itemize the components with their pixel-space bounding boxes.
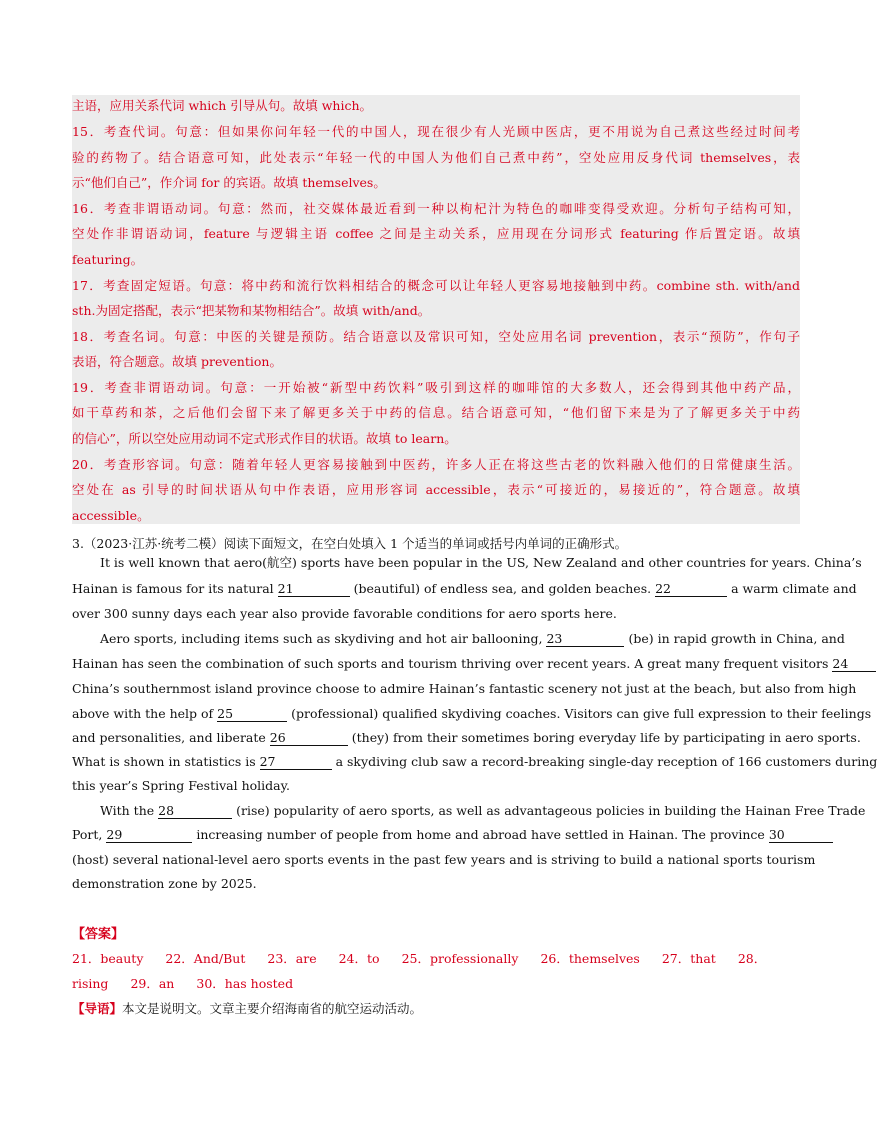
passage-text: It is well known that aero(航空) sports have been popular in the US, New Zealand and other countries for years. China’s (100, 555, 862, 570)
passage-text: and personalities, and liberate (72, 730, 266, 745)
explanation-line: 19．考查非谓语动词。句意：一开始被“新型中药饮料”吸引到这样的咖啡馆的大多数人，还会得到其他中药产品， (72, 380, 800, 395)
answer-key-item: 29．an (130, 976, 175, 991)
answer-key-item: rising (72, 976, 109, 991)
blank-24[interactable]: 24 (832, 657, 876, 672)
passage-text: a skydiving club saw a record-breaking single-day reception of 166 customers during (335, 754, 877, 769)
answer-key-item: 26．themselves (540, 951, 640, 966)
passage-text: What is shown in statistics is (72, 754, 256, 769)
answer-key-row (72, 949, 800, 967)
answer-key-item: 24．to (338, 951, 380, 966)
explanation-line: 示“他们自己”，作介词 for 的宾语。故填 themselves。 (72, 175, 386, 190)
passage-text: (host) several national-level aero sports events in the past few years and is striving to build a national sports tourism (72, 852, 816, 867)
passage-line (72, 606, 800, 622)
explanation-line: 验的药物了。结合语意可知，此处表示“年轻一代的中国人为他们自己煮中药”，空处应用反身代词 themselves，表 (72, 150, 800, 165)
explanation-line: 18．考查名词。句意：中医的关键是预防。结合语意以及常识可知，空处应用名词 prevention，表示“预防”，作句子 (72, 329, 800, 344)
explanation-line: 表语，符合题意。故填 prevention。 (72, 354, 282, 369)
answer-key-item: 22．And/But (165, 951, 246, 966)
blank-30[interactable]: 30 (769, 828, 833, 843)
passage-text: above with the help of (72, 706, 214, 721)
answer-key-item: 23．are (267, 951, 317, 966)
blank-25[interactable]: 25 (217, 707, 287, 722)
explanation-line: 16．考查非谓语动词。句意：然而，社交媒体最近看到一种以枸杞汁为特色的咖啡变得受欢迎。分析句子结构可知， (72, 201, 800, 216)
blank-23[interactable]: 23 (546, 632, 624, 647)
explanation-line: 主语，应用关系代词 which 引导从句。故填 which。 (72, 98, 373, 113)
answer-key-item: 28． (737, 951, 767, 966)
passage-text: Hainan has seen the combination of such sports and tourism thriving over recent years. A great many frequent visitors (72, 656, 829, 671)
blank-22[interactable]: 22 (655, 582, 727, 597)
passage-text: this year’s Spring Festival holiday. (72, 778, 290, 793)
passage-line (72, 876, 800, 892)
explanation-line: 15．考查代词。句意：但如果你问年轻一代的中国人，现在很少有人光顾中医店，更不用说为自己煮这些经过时间考 (72, 124, 800, 139)
passage-line (72, 754, 877, 770)
passage-text: a warm climate and (731, 581, 857, 596)
guide-tag: 【导语】 (72, 1001, 123, 1016)
explanation-line: featuring。 (72, 252, 144, 267)
passage-line (72, 555, 862, 571)
explanation-line: 如干草药和茶，之后他们会留下来了解更多关于中药的信息。结合语意可知，“他们留下来是为了了解更多关于中药 (72, 405, 800, 420)
explanation-line: 空处作非谓语动词，feature 与逻辑主语 coffee 之间是主动关系，应用现在分词形式 featuring 作后置定语。故填 (72, 226, 800, 241)
passage-text: (professional) qualified skydiving coaches. Visitors can give full expression to their feelings (291, 706, 872, 721)
passage-line (72, 827, 800, 843)
passage-text: Aero sports, including items such as skydiving and hot air ballooning, (100, 631, 543, 646)
explanation-line: 17．考查固定短语。句意：将中药和流行饮料相结合的概念可以让年轻人更容易地接触到中药。combine sth. with/and (72, 278, 800, 293)
passage-line (72, 730, 861, 746)
explanation-line: 空处在 as 引导的时间状语从句中作表语，应用形容词 accessible，表示“可接近的，易接近的”，符合题意。故填 (72, 482, 800, 497)
guide-line (72, 999, 422, 1017)
passage-text: over 300 sunny days each year also provide favorable conditions for aero sports here. (72, 606, 617, 621)
blank-29[interactable]: 29 (106, 828, 192, 843)
explanation-line: sth.为固定搭配，表示“把某物和某物相结合”。故填 with/and。 (72, 303, 431, 318)
answer-title: 【答案】 (72, 927, 125, 942)
passage-line (72, 706, 872, 722)
passage-line (72, 778, 800, 794)
passage-text: (be) in rapid growth in China, and (628, 631, 845, 646)
passage-text: With the (100, 803, 155, 818)
passage-text: Port, (72, 827, 103, 842)
answer-key-item: 25．professionally (401, 951, 519, 966)
passage-text: (rise) popularity of aero sports, as well as advantageous policies in building the Hainan Free Trade (236, 803, 866, 818)
blank-27[interactable]: 27 (260, 755, 332, 770)
passage-line (72, 681, 857, 697)
guide-text: 本文是说明文。文章主要介绍海南省的航空运动活动。 (122, 1001, 423, 1016)
answer-key-item: 21．beauty (72, 951, 144, 966)
blank-28[interactable]: 28 (158, 804, 232, 819)
passage-text: increasing number of people from home and abroad have settled in Hainan. The province (196, 827, 765, 842)
passage-text: demonstration zone by 2025. (72, 876, 257, 891)
answer-key-item: 30．has hosted (196, 976, 294, 991)
blank-26[interactable]: 26 (270, 731, 348, 746)
answer-key-row (72, 974, 800, 992)
passage-line (72, 581, 857, 597)
passage-line (72, 631, 845, 647)
answer-key-item: 27．that (661, 951, 716, 966)
passage-text: (beautiful) of endless sea, and golden beaches. (353, 581, 652, 596)
blank-21[interactable]: 21 (278, 582, 350, 597)
explanation-line: accessible。 (72, 508, 150, 523)
passage-text: (they) from their sometimes boring everyday life by participating in aero sports. (351, 730, 861, 745)
passage-text: Hainan is famous for its natural (72, 581, 274, 596)
passage-text: China’s southernmost island province choose to admire Hainan’s fantastic scenery not just at the beach, but also from high (72, 681, 857, 696)
passage-line (72, 656, 849, 672)
passage-line (72, 852, 816, 868)
passage-line (72, 803, 866, 819)
explanation-line: 的信心”，所以空处应用动词不定式形式作目的状语。故填 to learn。 (72, 431, 457, 446)
question-header: 3.（2023·江苏·统考二模）阅读下面短文，在空白处填入 1 个适当的单词或括号内单词的正确形式。 (72, 536, 628, 551)
explanation-line: 20．考查形容词。句意：随着年轻人更容易接触到中医药，许多人正在将这些古老的饮料融入他们的日常健康生活。 (72, 457, 800, 472)
